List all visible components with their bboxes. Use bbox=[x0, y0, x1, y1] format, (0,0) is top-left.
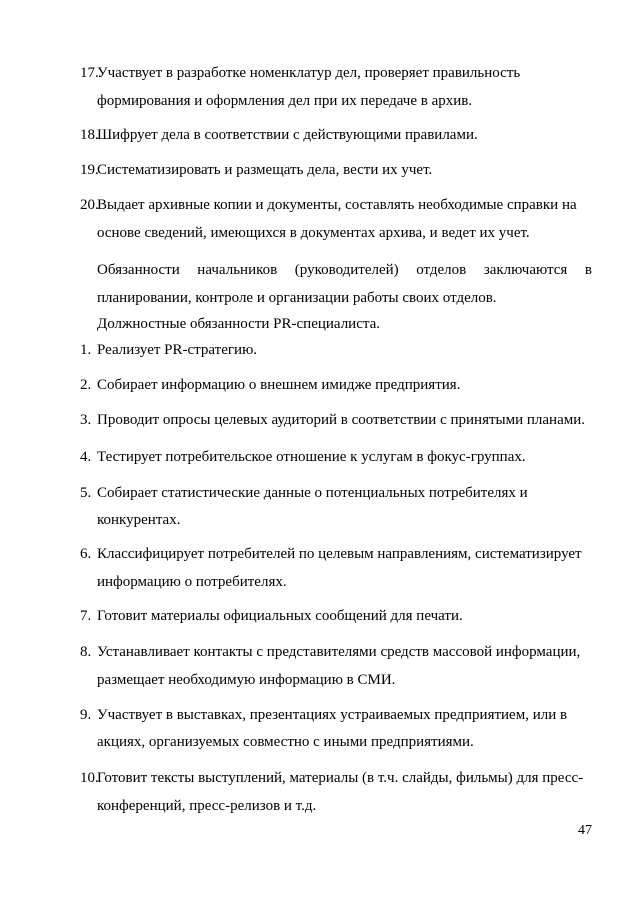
list-item-text: конференций, пресс-релизов и т.д. bbox=[97, 798, 317, 814]
list-item-text: Шифрует дела в соответствии с действующими правилами. bbox=[97, 127, 478, 143]
list-item-text: Готовит материалы официальных сообщений для печати. bbox=[97, 608, 463, 624]
list-item-number: 2. bbox=[80, 377, 92, 393]
list-item-number: 3. bbox=[80, 412, 92, 428]
list-item-text: акциях, организуемых совместно с иными предприятиями. bbox=[97, 734, 474, 750]
paragraph-text: планировании, контроле и организации работы своих отделов. bbox=[97, 290, 497, 306]
list-item-number: 20. bbox=[80, 197, 99, 213]
list-item-text: размещает необходимую информацию в СМИ. bbox=[97, 672, 396, 688]
list-item-text: Классифицирует потребителей по целевым направлениям, систематизирует bbox=[97, 546, 582, 562]
list-item-number: 7. bbox=[80, 608, 92, 624]
paragraph-word: (руководителей) bbox=[294, 262, 399, 278]
list-item-text: Систематизировать и размещать дела, вести их учет. bbox=[97, 162, 433, 178]
list-item-text: Собирает статистические данные о потенциальных потребителях и bbox=[97, 485, 528, 501]
paragraph-word: начальников bbox=[197, 262, 278, 278]
list-item-number: 8. bbox=[80, 644, 92, 660]
list-item-number: 6. bbox=[80, 546, 92, 562]
list-item-number: 17. bbox=[80, 65, 99, 81]
list-item-text: формирования и оформления дел при их передаче в архив. bbox=[97, 93, 473, 109]
list-item-text: основе сведений, имеющихся в документах архива, и ведет их учет. bbox=[97, 225, 530, 241]
list-item-number: 19. bbox=[80, 162, 99, 178]
list-item-text: Проводит опросы целевых аудиторий в соответствии с принятыми планами. bbox=[97, 412, 585, 428]
list-item-text: информацию о потребителях. bbox=[97, 574, 287, 590]
list-item-number: 10. bbox=[80, 770, 99, 786]
list-item-text: Участвует в выставках, презентациях устраиваемых предприятием, или в bbox=[97, 707, 568, 723]
list-item-text: Устанавливает контакты с представителями средств массовой информации, bbox=[97, 644, 581, 660]
list-item-number: 4. bbox=[80, 449, 92, 465]
paragraph-first-line bbox=[97, 261, 592, 279]
paragraph-word: в bbox=[584, 262, 592, 278]
list-item-text: Участвует в разработке номенклатур дел, проверяет правильность bbox=[97, 65, 521, 81]
list-item-text: конкурентах. bbox=[97, 512, 181, 528]
list-item-text: Выдает архивные копии и документы, составлять необходимые справки на bbox=[97, 197, 577, 213]
list-item-text: Готовит тексты выступлений, материалы (в т.ч. слайды, фильмы) для пресс- bbox=[97, 770, 584, 786]
paragraph-word: заключаются bbox=[483, 262, 568, 278]
list-item-number: 1. bbox=[80, 342, 92, 358]
list-item-number: 18. bbox=[80, 127, 99, 143]
paragraph-word: Обязанности bbox=[97, 262, 180, 278]
list-item-number: 5. bbox=[80, 485, 92, 501]
list-item-number: 9. bbox=[80, 707, 92, 723]
list-item-text: Собирает информацию о внешнем имидже предприятия. bbox=[97, 377, 461, 393]
paragraph-word: отделов bbox=[416, 262, 467, 278]
page-number: 47 bbox=[578, 823, 592, 838]
list-item-text: Реализует PR-стратегию. bbox=[97, 342, 258, 358]
section-heading-text: Должностные обязанности PR-специалиста. bbox=[97, 316, 381, 332]
list-item-text: Тестирует потребительское отношение к услугам в фокус-группах. bbox=[97, 449, 526, 465]
